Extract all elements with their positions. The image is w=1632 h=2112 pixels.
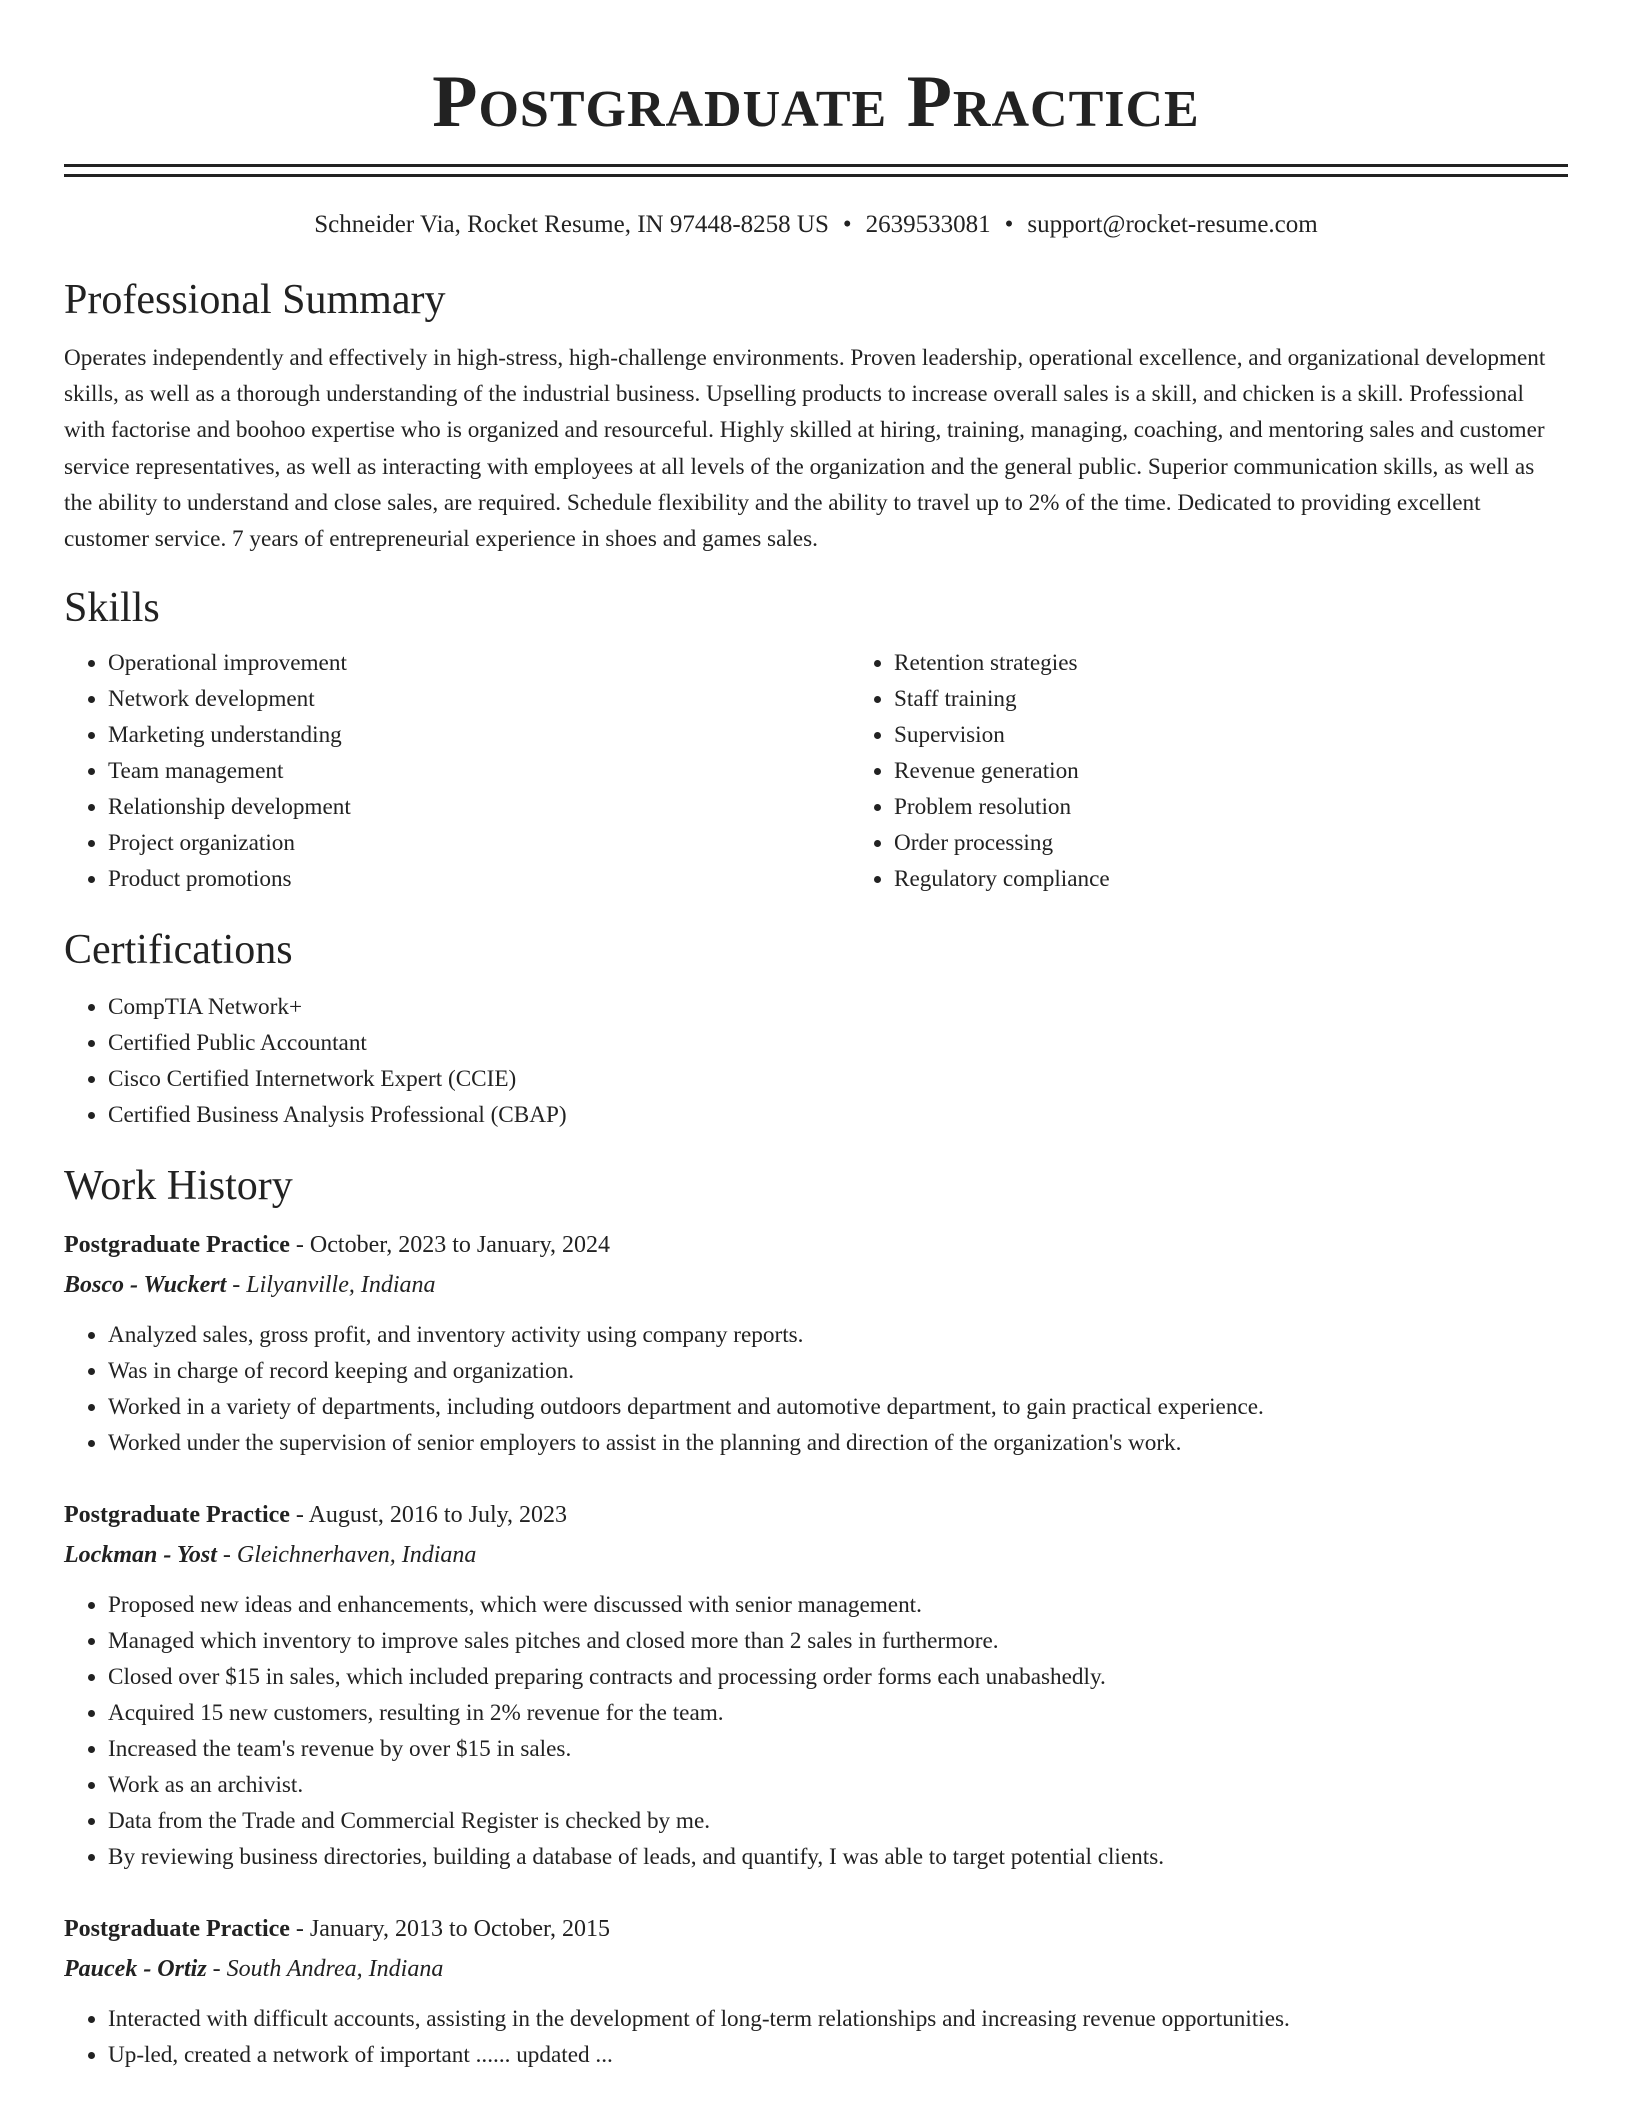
skill-item: • Order processing — [894, 825, 1568, 861]
header-rule-top — [64, 164, 1568, 167]
certification-item: • Cisco Certified Internetwork Expert (CCIE) — [108, 1061, 1568, 1097]
job-bullet: • Work as an archivist. — [108, 1767, 1568, 1803]
skill-item: • Team management — [108, 753, 850, 789]
job-company: Lockman - Yost — [64, 1542, 217, 1569]
skill-item: • Project organization — [108, 825, 850, 861]
job-bullet: • Interacted with difficult accounts, assisting in the development of long-term relationships and increasing revenue opportunities. — [108, 2001, 1568, 2037]
job-bullet: • Data from the Trade and Commercial Register is checked by me. — [108, 1803, 1568, 1839]
job-entry — [64, 1225, 1568, 1461]
job-dates: August, 2016 to July, 2023 — [308, 1502, 568, 1529]
job-bullet: • Proposed new ideas and enhancements, which were discussed with senior management. — [108, 1587, 1568, 1623]
contact-separator: • — [1004, 211, 1014, 238]
skill-item: • Problem resolution — [894, 789, 1568, 825]
job-bullet: • Analyzed sales, gross profit, and inventory activity using company reports. — [108, 1317, 1568, 1353]
job-bullet: • Increased the team's revenue by over $15 in sales. — [108, 1731, 1568, 1767]
skills-heading: Skills — [64, 585, 160, 632]
certification-item: • CompTIA Network+ — [108, 989, 1568, 1025]
work-history-heading: Work History — [64, 1163, 293, 1210]
skill-item: • Network development — [108, 681, 850, 717]
job-employer: Lockman - Yost - Gleichnerhaven, Indiana — [64, 1542, 477, 1569]
certification-item: • Certified Public Accountant — [108, 1025, 1568, 1061]
job-entry — [64, 1909, 1568, 2073]
job-employer: Bosco - Wuckert - Lilyanville, Indiana — [64, 1272, 436, 1299]
job-location: South Andrea, Indiana — [226, 1956, 444, 1983]
job-employer: Paucek - Ortiz - South Andrea, Indiana — [64, 1956, 444, 1983]
job-bullet: • Was in charge of record keeping and organization. — [108, 1353, 1568, 1389]
job-company: Bosco - Wuckert — [64, 1272, 227, 1299]
contact-separator: • — [842, 211, 852, 238]
job-bullet: • Managed which inventory to improve sales pitches and closed more than 2 sales in furthermore. — [108, 1623, 1568, 1659]
job-bullet: • By reviewing business directories, building a database of leads, and quantify, I was able to target potential clients. — [108, 1839, 1568, 1875]
certifications-list — [64, 989, 1568, 1133]
job-title: Postgraduate Practice — [64, 1916, 290, 1943]
job-bullet: • Worked under the supervision of senior employers to assist in the planning and direction of the organization's work. — [108, 1425, 1568, 1461]
job-entry — [64, 1495, 1568, 1875]
skill-item: • Revenue generation — [894, 753, 1568, 789]
job-location: Lilyanville, Indiana — [246, 1272, 436, 1299]
job-bullets — [64, 1587, 1568, 1875]
contact-email: support@rocket-resume.com — [1027, 211, 1318, 238]
job-bullet: • Worked in a variety of departments, including outdoors department and automotive department, to gain practical experience. — [108, 1389, 1568, 1425]
skill-item: • Staff training — [894, 681, 1568, 717]
skill-item: • Marketing understanding — [108, 717, 850, 753]
contact-address: Schneider Via, Rocket Resume, IN 97448-8258 US — [314, 211, 829, 238]
contact-phone: 2639533081 — [865, 211, 991, 238]
job-bullet: • Acquired 15 new customers, resulting in 2% revenue for the team. — [108, 1695, 1568, 1731]
certification-item: • Certified Business Analysis Professional (CBAP) — [108, 1097, 1568, 1133]
skills-list-left — [64, 645, 850, 897]
skills-columns — [64, 645, 1568, 897]
certifications-heading: Certifications — [64, 927, 293, 974]
job-bullet: • Closed over $15 in sales, which included preparing contracts and processing order forms each unabashedly. — [108, 1659, 1568, 1695]
job-dates: January, 2013 to October, 2015 — [309, 1916, 611, 1943]
job-title: Postgraduate Practice — [64, 1502, 290, 1529]
skill-item: • Retention strategies — [894, 645, 1568, 681]
job-header: Postgraduate Practice - January, 2013 to October, 2015 — [64, 1916, 611, 1943]
job-bullet: • Up-led, created a network of important ...... updated ... — [108, 2037, 1568, 2073]
resume-name: Postgraduate Practice — [432, 61, 1200, 143]
job-bullets — [64, 2001, 1568, 2073]
job-location: Gleichnerhaven, Indiana — [236, 1542, 477, 1569]
skill-item: • Product promotions — [108, 861, 850, 897]
job-title: Postgraduate Practice — [64, 1232, 290, 1259]
summary-heading: Professional Summary — [64, 277, 446, 323]
job-company: Paucek - Ortiz — [64, 1956, 207, 1983]
skill-item: • Regulatory compliance — [894, 861, 1568, 897]
header-rule-bottom — [64, 174, 1568, 177]
skill-item: • Operational improvement — [108, 645, 850, 681]
skill-item: • Supervision — [894, 717, 1568, 753]
job-dates: October, 2023 to January, 2024 — [309, 1232, 611, 1259]
skill-item: • Relationship development — [108, 789, 850, 825]
contact-line — [64, 208, 1568, 242]
job-bullets — [64, 1317, 1568, 1461]
resume-content — [64, 0, 1568, 2073]
summary-text: Operates independently and effectively in high-stress, high-challenge environments. Proven leadership, operational excellence, and organizational development skills, as well as a thorough understanding of the industrial business. Upselling products to increase overall sales is a skill, and chicken is a skill. Professional with factorise and boohoo expertise who is organized and resourceful. Highly skilled at hiring, training, managing, coaching, and mentoring sales and customer service representatives, as well as interacting with employees at all levels of the organization and the general public. Superior communication skills, as well as the ability to understand and close sales, are required. Schedule flexibility and the ability to travel up to 2% of the time. Dedicated to providing excellent customer service. 7 years of entrepreneurial experience in shoes and games sales. — [64, 345, 1546, 553]
job-header: Postgraduate Practice - October, 2023 to January, 2024 — [64, 1232, 611, 1259]
skills-list-right — [850, 645, 1568, 897]
job-header: Postgraduate Practice - August, 2016 to July, 2023 — [64, 1502, 568, 1529]
